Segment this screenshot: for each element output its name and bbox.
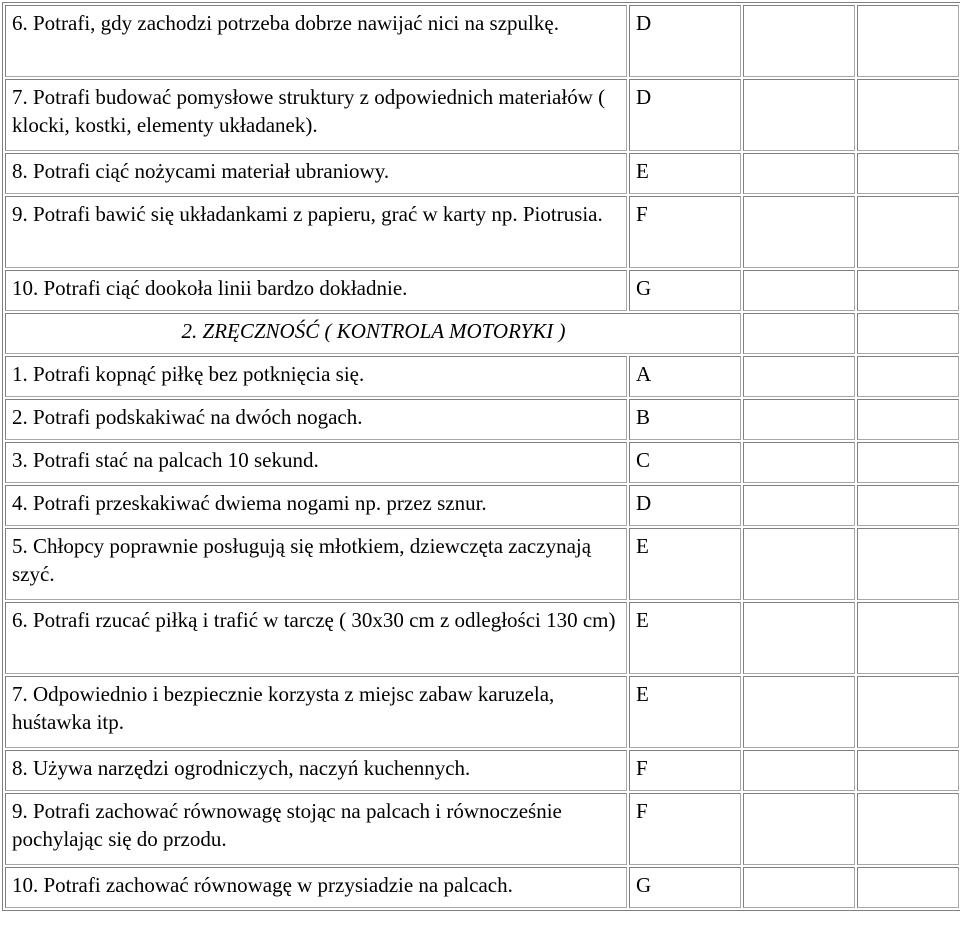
empty-cell[interactable] <box>857 602 959 674</box>
skill-level: G <box>629 270 741 311</box>
empty-cell[interactable] <box>857 270 959 311</box>
skill-description: 10. Potrafi zachować równowagę w przysiadzie na palcach. <box>5 867 627 908</box>
table-row <box>5 153 959 194</box>
empty-cell[interactable] <box>857 313 959 354</box>
skill-description: 1. Potrafi kopnąć piłkę bez potknięcia się. <box>5 356 627 397</box>
skill-description: 8. Używa narzędzi ogrodniczych, naczyń kuchennych. <box>5 750 627 791</box>
table-row <box>5 793 959 865</box>
empty-cell[interactable] <box>743 153 855 194</box>
skill-level: D <box>629 79 741 151</box>
skill-description: 7. Potrafi budować pomysłowe struktury z odpowiednich materiałów ( klocki, kostki, elementy układanek). <box>5 79 627 151</box>
skill-level: F <box>629 196 741 268</box>
empty-cell[interactable] <box>743 313 855 354</box>
empty-cell[interactable] <box>857 442 959 483</box>
table-row <box>5 442 959 483</box>
empty-cell[interactable] <box>743 196 855 268</box>
skill-description: 2. Potrafi podskakiwać na dwóch nogach. <box>5 399 627 440</box>
skill-level: E <box>629 153 741 194</box>
empty-cell[interactable] <box>857 5 959 77</box>
skill-level: G <box>629 867 741 908</box>
skill-description: 4. Potrafi przeskakiwać dwiema nogami np. przez sznur. <box>5 485 627 526</box>
table-row <box>5 676 959 748</box>
table-row <box>5 750 959 791</box>
empty-cell[interactable] <box>743 485 855 526</box>
skill-description: 3. Potrafi stać na palcach 10 sekund. <box>5 442 627 483</box>
skill-level: D <box>629 485 741 526</box>
empty-cell[interactable] <box>857 485 959 526</box>
empty-cell[interactable] <box>857 676 959 748</box>
section-header-row <box>5 313 959 354</box>
skill-level: F <box>629 793 741 865</box>
empty-cell[interactable] <box>743 528 855 600</box>
skill-description: 9. Potrafi bawić się układankami z papieru, grać w karty np. Piotrusia. <box>5 196 627 268</box>
skill-description: 8. Potrafi ciąć nożycami materiał ubraniowy. <box>5 153 627 194</box>
empty-cell[interactable] <box>743 270 855 311</box>
skill-level: D <box>629 5 741 77</box>
table-row <box>5 79 959 151</box>
skill-level: B <box>629 399 741 440</box>
empty-cell[interactable] <box>857 153 959 194</box>
skill-description: 7. Odpowiednio i bezpiecznie korzysta z miejsc zabaw karuzela, huśtawka itp. <box>5 676 627 748</box>
empty-cell[interactable] <box>857 356 959 397</box>
skill-level: A <box>629 356 741 397</box>
table-row <box>5 528 959 600</box>
empty-cell[interactable] <box>743 867 855 908</box>
section-title: 2. ZRĘCZNOŚĆ ( KONTROLA MOTORYKI ) <box>5 313 741 354</box>
skill-level: E <box>629 528 741 600</box>
skill-description: 9. Potrafi zachować równowagę stojąc na palcach i równocześnie pochylając się do przodu. <box>5 793 627 865</box>
empty-cell[interactable] <box>857 528 959 600</box>
table-row <box>5 5 959 77</box>
empty-cell[interactable] <box>743 5 855 77</box>
skill-description: 5. Chłopcy poprawnie posługują się młotkiem, dziewczęta zaczynają szyć. <box>5 528 627 600</box>
empty-cell[interactable] <box>857 750 959 791</box>
empty-cell[interactable] <box>743 79 855 151</box>
table-row <box>5 485 959 526</box>
table-row <box>5 270 959 311</box>
skill-description: 6. Potrafi rzucać piłką i trafić w tarczę ( 30x30 cm z odległości 130 cm) <box>5 602 627 674</box>
table-row <box>5 356 959 397</box>
empty-cell[interactable] <box>743 399 855 440</box>
empty-cell[interactable] <box>743 676 855 748</box>
table-row <box>5 399 959 440</box>
empty-cell[interactable] <box>743 793 855 865</box>
skill-level: F <box>629 750 741 791</box>
empty-cell[interactable] <box>857 793 959 865</box>
empty-cell[interactable] <box>857 79 959 151</box>
table-row <box>5 867 959 908</box>
skill-description: 10. Potrafi ciąć dookoła linii bardzo dokładnie. <box>5 270 627 311</box>
empty-cell[interactable] <box>743 442 855 483</box>
empty-cell[interactable] <box>857 399 959 440</box>
table-row <box>5 602 959 674</box>
empty-cell[interactable] <box>743 356 855 397</box>
skill-level: C <box>629 442 741 483</box>
skill-level: E <box>629 676 741 748</box>
empty-cell[interactable] <box>857 867 959 908</box>
skill-description: 6. Potrafi, gdy zachodzi potrzeba dobrze nawijać nici na szpulkę. <box>5 5 627 77</box>
empty-cell[interactable] <box>743 750 855 791</box>
table-row <box>5 196 959 268</box>
empty-cell[interactable] <box>857 196 959 268</box>
skills-table <box>2 2 960 911</box>
empty-cell[interactable] <box>743 602 855 674</box>
skill-level: E <box>629 602 741 674</box>
